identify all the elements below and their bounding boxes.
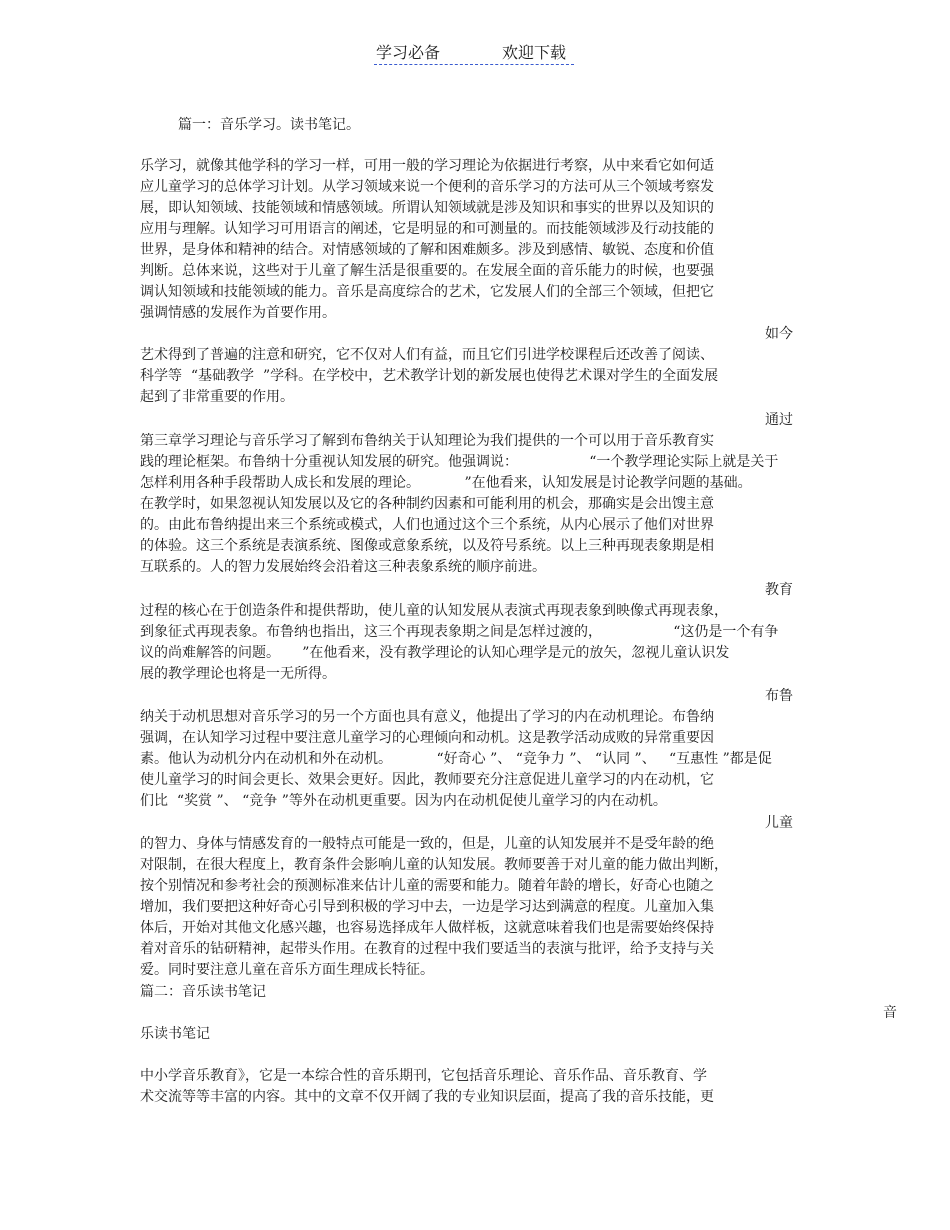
header-right-text: 欢迎下载	[502, 43, 567, 62]
body-line: 过程的核心在于创造条件和提供帮助，使儿童的认知发展从表演式再现表象到映像式再现表象，	[140, 603, 728, 619]
body-line: 着对音乐的钻研精神，起带头作用。在教育的过程中我们要适当的表演与批评，给予支持与关	[140, 941, 714, 957]
body-line: 起到了非常重要的作用。	[140, 389, 294, 405]
body-line: 展，即认知领域、技能领域和情感领域。所谓认知领域就是涉及知识和事实的世界以及知识的	[140, 200, 714, 216]
body-line: 判断。总体来说，这些对于儿童了解生活是很重要的。在发展全面的音乐能力的时候，也要强	[140, 263, 714, 279]
paragraph-lead-word: 如今	[765, 326, 793, 342]
body-line: 使儿童学习的时间会更长、效果会更好。因此，教师要充分注意促进儿童学习的内在动机，它	[140, 772, 714, 788]
body-line: 乐学习，就像其他学科的学习一样，可用一般的学习理论为依据进行考察，从中来看它如何适	[140, 158, 714, 174]
section-heading-1: 篇一：音乐学习。读书笔记。	[178, 117, 360, 133]
body-line: 到象征式再现表象。布鲁纳也指出，这三个再现表象期之间是怎样过渡的， “这仍是一个有争	[140, 624, 779, 640]
paragraph-lead-word: 儿童	[765, 815, 793, 831]
body-line: 艺术得到了普遍的注意和研究，它不仅对人们有益，而且它们引进学校课程后还改善了阅读、	[140, 347, 714, 363]
body-line: 世界，是身体和精神的结合。对情感领域的了解和困难颇多。涉及到感情、敏锐、态度和价值	[140, 242, 714, 258]
body-line: 应用与理解。认知学习可用语言的阐述，它是明显的和可测量的。而技能领域涉及行动技能的	[140, 221, 714, 237]
body-line: 强调，在认知学习过程中要注意儿童学习的心理倾向和动机。这是教学活动成败的异常重要因	[140, 730, 714, 746]
paragraph-lead-word: 布鲁	[765, 688, 793, 704]
paragraph-lead-word: 教育	[765, 582, 793, 598]
body-line: 乐读书笔记	[140, 1026, 210, 1042]
paragraph-lead-word: 通过	[765, 412, 793, 428]
body-line: 素。他认为动机分内在动机和外在动机。 “好奇心 ”、 “竞争力 ”、 “认同 ”、 “互惠性 ”都是促	[140, 751, 772, 767]
body-line: 第三章学习理论与音乐学习了解到布鲁纳关于认知理论为我们提供的一个可以用于音乐教育实	[140, 433, 714, 449]
body-line: 践的理论框架。布鲁纳十分重视认知发展的研究。他强调说： “一个教学理论实际上就是关于	[140, 454, 779, 470]
body-line: 怎样利用各种手段帮助人成长和发展的理论。 ”在他看来，认知发展是讨论教学问题的基础。	[140, 475, 752, 491]
body-line: 议的尚难解答的问题。 ”在他看来，没有教学理论的认知心理学是元的放矢，忽视儿童认识发	[140, 645, 730, 661]
paragraph-lead-word: 音	[883, 1005, 897, 1021]
body-line: 互联系的。人的智力发展始终会沿着这三种表象系统的顺序前进。	[140, 559, 546, 575]
body-line: 增加，我们要把这种好奇心引导到积极的学习中去，一边是学习达到满意的程度。儿童加入集	[140, 899, 714, 915]
body-line: 们比 “奖赏 ”、 “竞争 ”等外在动机更重要。因为内在动机促使儿童学习的内在动机。	[140, 793, 667, 809]
body-line: 的体验。这三个系统是表演系统、图像或意象系统，以及符号系统。以上三种再现表象期是相	[140, 538, 714, 554]
body-line: 纳关于动机思想对音乐学习的另一个方面也具有意义，他提出了学习的内在动机理论。布鲁纳	[140, 709, 714, 725]
body-line: 术交流等等丰富的内容。其中的文章不仅开阔了我的专业知识层面，提高了我的音乐技能，更	[140, 1089, 714, 1105]
body-line: 应儿童学习的总体学习计划。从学习领域来说一个便利的音乐学习的方法可从三个领域考察发	[140, 179, 714, 195]
body-line: 的。由此布鲁纳提出来三个系统或模式，人们也通过这个三个系统，从内心展示了他们对世界	[140, 517, 714, 533]
body-line: 在教学时，如果忽视认知发展以及它的各种制约因素和可能利用的机会，那确实是会出馊主意	[140, 496, 714, 512]
body-line: 强调情感的发展作为首要作用。	[140, 305, 336, 321]
body-line: 的智力、身体与情感发育的一般特点可能是一致的，但是，儿童的认知发展并不是受年龄的绝	[140, 836, 714, 852]
body-line: 展的教学理论也将是一无所得。	[140, 666, 336, 682]
body-line: 对限制，在很大程度上，教育条件会影响儿童的认知发展。教师要善于对儿童的能力做出判断，	[140, 857, 728, 873]
page-header	[374, 40, 574, 65]
header-left-text: 学习必备	[376, 43, 441, 62]
body-line: 按个别情况和参考社会的预测标准来估计儿童的需要和能力。随着年龄的增长，好奇心也随之	[140, 878, 714, 894]
section-heading-2: 篇二：音乐读书笔记	[140, 984, 266, 1000]
body-line: 调认知领域和技能领域的能力。音乐是高度综合的艺术，它发展人们的全部三个领域，但把它	[140, 284, 714, 300]
body-line: 中小学音乐教育》，它是一本综合性的音乐期刊，它包括音乐理论、音乐作品、音乐教育、学	[140, 1068, 707, 1084]
body-line: 爱。同时要注意儿童在音乐方面生理成长特征。	[140, 962, 434, 978]
body-line: 科学等 “基础教学 ”学科。在学校中，艺术教学计划的新发展也使得艺术课对学生的全面发展	[140, 368, 719, 384]
body-line: 体后，开始对其他文化感兴趣，也容易选择成年人做样板，这就意味着我们也是需要始终保持	[140, 920, 714, 936]
